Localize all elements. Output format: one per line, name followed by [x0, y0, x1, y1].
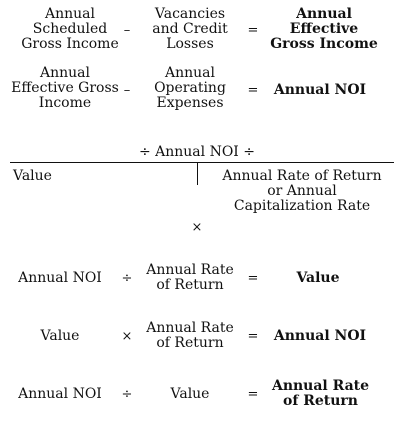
formula3-value: Value	[170, 386, 210, 402]
divide-operator: ÷	[121, 271, 133, 286]
times-operator: ×	[191, 220, 203, 235]
annual-scheduled-gross-income: Annual Scheduled Gross Income	[21, 6, 119, 52]
equals-operator: =	[247, 329, 259, 344]
division-bar	[10, 162, 394, 163]
annual-noi-numerator: ÷ Annual NOI ÷	[138, 144, 256, 160]
annual-rate-of-return-denominator: Annual Rate of Return or Annual Capitalization Rate	[222, 168, 382, 214]
equals-operator: =	[247, 271, 259, 286]
equals-operator: =	[247, 387, 259, 402]
divide-operator: ÷	[121, 387, 133, 402]
annual-operating-expenses: Annual Operating Expenses	[154, 65, 226, 111]
annual-effective-gross-income-result: Annual Effective Gross Income	[270, 6, 378, 52]
formula2-annual-noi-result: Annual NOI	[273, 328, 367, 344]
divider-vertical	[197, 163, 198, 185]
formula3-annual-noi: Annual NOI	[18, 386, 102, 402]
formula1-annual-noi: Annual NOI	[18, 270, 102, 286]
minus-operator: –	[123, 83, 131, 98]
times-operator: ×	[121, 329, 133, 344]
formula2-value: Value	[40, 328, 80, 344]
vacancies-and-credit-losses: Vacancies and Credit Losses	[152, 6, 228, 52]
annual-noi-result: Annual NOI	[273, 82, 367, 98]
formula2-annual-rate-of-return: Annual Rate of Return	[146, 320, 234, 351]
equals-operator: =	[247, 83, 259, 98]
formula1-annual-rate-of-return: Annual Rate of Return	[146, 262, 234, 293]
formula1-value-result: Value	[296, 270, 340, 286]
value-denominator: Value	[13, 168, 52, 184]
equals-operator: =	[247, 23, 259, 38]
formula3-annual-rate-of-return-result: Annual Rate of Return	[271, 378, 370, 409]
minus-operator: –	[123, 23, 131, 38]
annual-effective-gross-income: Annual Effective Gross Income	[11, 65, 119, 111]
